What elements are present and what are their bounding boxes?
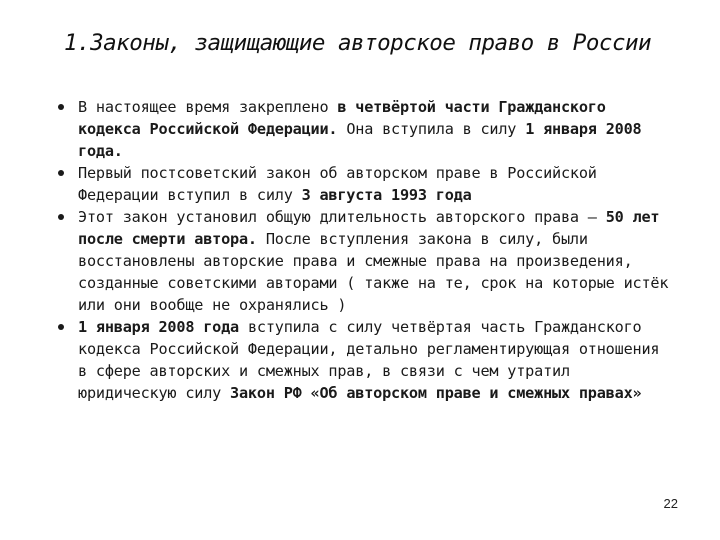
bullet-item — [54, 96, 674, 162]
bullet-text: Этот закон установил общую длительность авторского права – — [78, 208, 606, 226]
bullet-emphasis: 1 января 2008 года. — [78, 120, 642, 160]
bullet-list — [54, 96, 674, 404]
bullet-emphasis: в четвёртой части Гражданского кодекса Российской Федерации. — [78, 98, 606, 138]
bullet-dot-icon — [58, 214, 64, 220]
bullet-dot-icon — [58, 324, 64, 330]
slide-title: 1.Законы, защищающие авторское право в России — [64, 30, 652, 56]
bullet-text: После вступления закона в силу, были восстановлены авторские права и смежные права на произведения, созданные советскими авторами ( также на те, срок на которые истёк или они вообще не охранялись ) — [78, 230, 669, 314]
bullet-item — [54, 316, 674, 404]
bullet-text: вступила с силу четвёртая часть Гражданского кодекса Российской Федерации, детально регламентирующая отношения в сфере авторских и смежных прав, в связи с чем утратил юридическую силу — [78, 318, 660, 402]
bullet-text: В настоящее время закреплено — [78, 98, 338, 116]
bullet-dot-icon — [58, 170, 64, 176]
bullet-text: Первый постсоветский закон об авторском праве в Российской Федерации вступил в силу — [78, 164, 597, 204]
bullet-item — [54, 162, 674, 206]
bullet-item — [54, 206, 674, 316]
bullet-text: Она вступила в силу — [337, 120, 526, 138]
bullet-emphasis: 50 лет после смерти автора. — [78, 208, 660, 248]
bullet-dot-icon — [58, 104, 64, 110]
bullet-emphasis: 3 августа 1993 года — [301, 186, 472, 204]
bullet-emphasis: Закон РФ «Об авторском праве и смежных правах» — [230, 384, 642, 402]
bullet-emphasis: 1 января 2008 года — [78, 318, 239, 336]
page-number: 22 — [663, 496, 678, 511]
